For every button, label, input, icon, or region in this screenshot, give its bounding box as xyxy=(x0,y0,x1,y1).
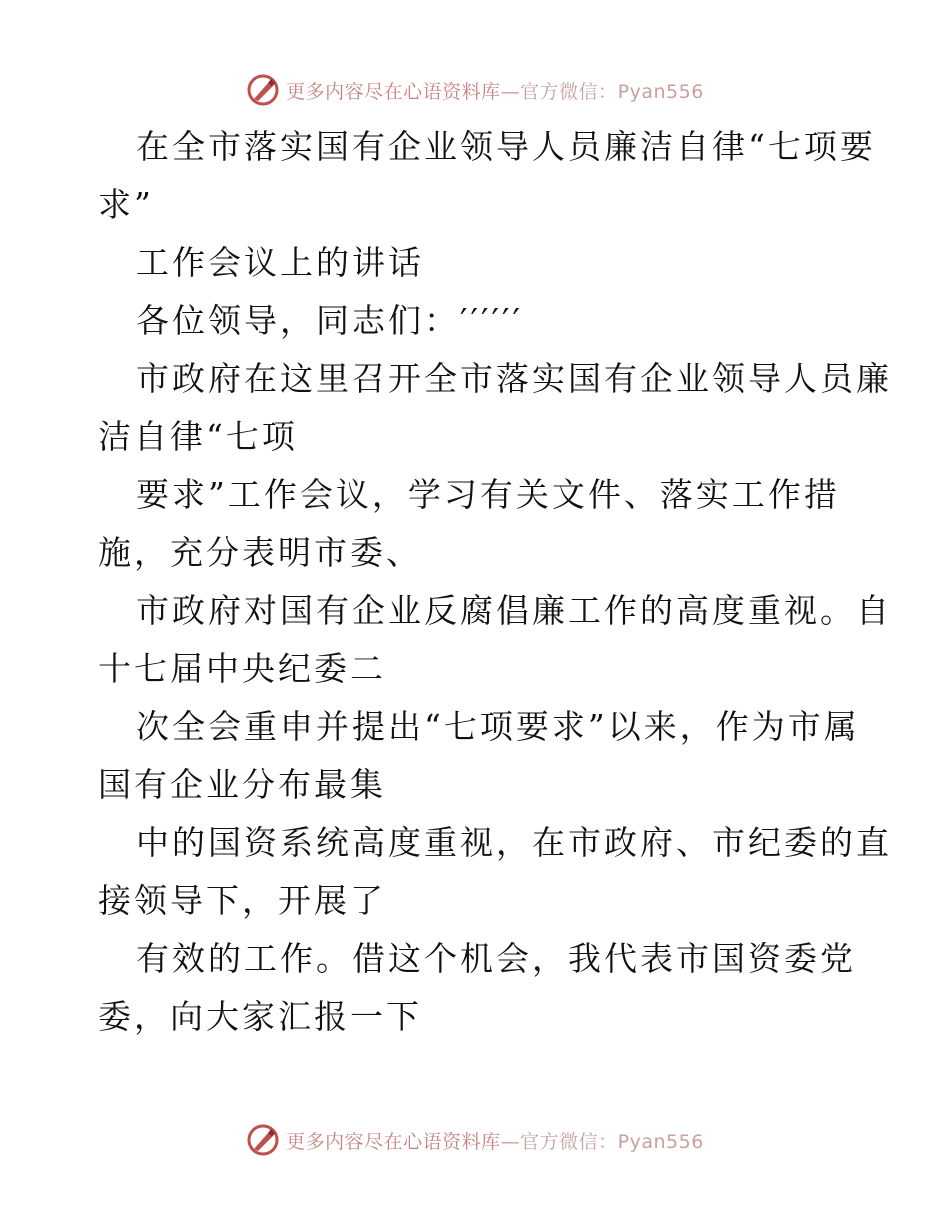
text-line: 委，向大家汇报一下 xyxy=(98,997,422,1036)
text-line: 洁自律“七项 xyxy=(98,417,298,456)
watermark-site-name: 更多内容尽在心语资料库 xyxy=(286,1130,501,1153)
text-line: 国有企业分布最集 xyxy=(98,765,386,804)
text-line: 在全市落实国有企业领导人员廉洁自律“七项要 xyxy=(136,127,876,166)
watermark-wechat: —官方微信：Pyan556 xyxy=(500,80,704,103)
text-line: 有效的工作。借这个机会，我代表市国资委党 xyxy=(136,939,856,978)
watermark-header xyxy=(0,70,950,110)
text-line: 接领导下，开展了 xyxy=(98,881,386,920)
pen-logo-icon xyxy=(246,1123,280,1157)
document-body xyxy=(98,118,892,1046)
watermark-wechat: —官方微信：Pyan556 xyxy=(500,1130,704,1153)
salutation: 各位领导，同志们：′′′′′′ xyxy=(136,301,523,340)
watermark-footer xyxy=(0,1120,950,1160)
watermark-site-name: 更多内容尽在心语资料库 xyxy=(286,80,501,103)
text-line: 求” xyxy=(98,185,154,224)
text-line: 施，充分表明市委、 xyxy=(98,533,422,572)
pen-logo-icon xyxy=(246,73,280,107)
text-line: 次全会重申并提出“七项要求”以来，作为市属 xyxy=(136,707,860,746)
text-line: 要求”工作会议，学习有关文件、落实工作措 xyxy=(136,475,840,514)
text-line: 中的国资系统高度重视，在市政府、市纪委的直 xyxy=(136,823,892,862)
text-line: 市政府在这里召开全市落实国有企业领导人员廉 xyxy=(136,359,892,398)
text-line: 十七届中央纪委二 xyxy=(98,649,386,688)
speech-title: 工作会议上的讲话 xyxy=(136,243,424,282)
text-line: 市政府对国有企业反腐倡廉工作的高度重视。自 xyxy=(136,591,892,630)
